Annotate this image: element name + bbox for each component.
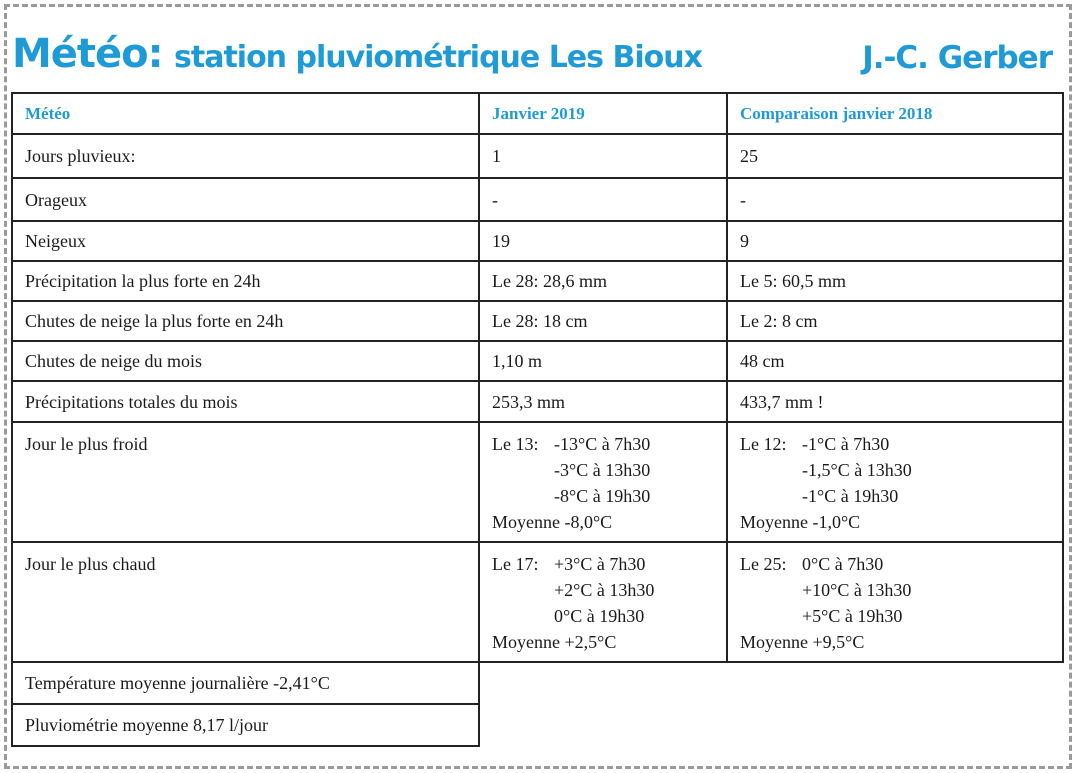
cell-jan2019: 1,10 m	[479, 341, 727, 381]
table-row-coldest	[12, 422, 1063, 542]
day-label: Le 13:	[492, 434, 539, 454]
weather-table	[11, 92, 1064, 747]
temp-line	[740, 457, 1050, 483]
temp-line	[492, 483, 714, 509]
table-header-row	[12, 93, 1063, 134]
temp-line	[740, 603, 1050, 629]
temp-value: -1°C à 19h30	[802, 486, 899, 506]
day-label: Le 17:	[492, 554, 539, 574]
column-header-jan2018: Comparaison janvier 2018	[727, 93, 1063, 134]
cell-jan2018: 9	[727, 221, 1063, 261]
column-header-jan2019: Janvier 2019	[479, 93, 727, 134]
average-line: Moyenne +9,5°C	[740, 632, 865, 652]
temp-value: -8°C à 19h30	[554, 486, 651, 506]
cell-jan2019: Le 28: 28,6 mm	[479, 261, 727, 301]
temp-value: 0°C à 7h30	[802, 554, 884, 574]
table-row	[12, 134, 1063, 178]
cell-jan2018: 25	[727, 134, 1063, 178]
temp-value: +10°C à 13h30	[802, 580, 912, 600]
average-line: Moyenne -1,0°C	[740, 512, 861, 532]
day-label: Le 25:	[740, 554, 787, 574]
cell-jan2018: Le 5: 60,5 mm	[727, 261, 1063, 301]
temp-line	[492, 603, 714, 629]
temp-value: -13°C à 7h30	[554, 434, 651, 454]
row-label: Jour le plus chaud	[12, 542, 479, 662]
cell-jan2019: Le 28: 18 cm	[479, 301, 727, 341]
temp-value: +2°C à 13h30	[554, 580, 655, 600]
temp-line	[492, 457, 714, 483]
day-label: Le 12:	[740, 434, 787, 454]
table-row	[12, 178, 1063, 221]
table-row-footer	[12, 704, 1063, 746]
table-row	[12, 301, 1063, 341]
temp-line	[740, 551, 1050, 577]
table-row-footer	[12, 662, 1063, 704]
author-name: J.-C. Gerber	[862, 40, 1052, 76]
temp-value: +3°C à 7h30	[554, 554, 646, 574]
table-row	[12, 221, 1063, 261]
row-label: Jour le plus froid	[12, 422, 479, 542]
average-rainfall: Pluviométrie moyenne 8,17 l/jour	[12, 704, 479, 746]
column-header-meteo: Météo	[12, 93, 479, 134]
table-row-warmest	[12, 542, 1063, 662]
cell-jan2018	[727, 422, 1063, 542]
temp-value: -1,5°C à 13h30	[802, 460, 912, 480]
row-label: Orageux	[12, 178, 479, 221]
temp-value: 0°C à 19h30	[554, 606, 645, 626]
cell-jan2018	[727, 542, 1063, 662]
cell-jan2019: 253,3 mm	[479, 381, 727, 422]
temp-line	[492, 431, 714, 457]
average-line: Moyenne -8,0°C	[492, 512, 613, 532]
cell-jan2019	[479, 422, 727, 542]
temp-line	[492, 551, 714, 577]
row-label: Chutes de neige du mois	[12, 341, 479, 381]
temp-line	[740, 431, 1050, 457]
cell-jan2018: Le 2: 8 cm	[727, 301, 1063, 341]
temp-value: -1°C à 7h30	[802, 434, 890, 454]
cell-jan2019: 1	[479, 134, 727, 178]
temp-value: -3°C à 13h30	[554, 460, 651, 480]
row-label: Chutes de neige la plus forte en 24h	[12, 301, 479, 341]
page-title: Météo:	[12, 31, 163, 77]
average-line: Moyenne +2,5°C	[492, 632, 617, 652]
average-temperature: Température moyenne journalière -2,41°C	[12, 662, 479, 704]
temp-line	[492, 577, 714, 603]
row-label: Neigeux	[12, 221, 479, 261]
temp-value: +5°C à 19h30	[802, 606, 903, 626]
cell-jan2019: 19	[479, 221, 727, 261]
row-label: Jours pluvieux:	[12, 134, 479, 178]
page-subtitle: station pluviométrique Les Bioux	[174, 40, 702, 75]
cell-jan2018: 433,7 mm !	[727, 381, 1063, 422]
cell-jan2019	[479, 542, 727, 662]
row-label: Précipitation la plus forte en 24h	[12, 261, 479, 301]
cell-jan2019: -	[479, 178, 727, 221]
cell-jan2018: -	[727, 178, 1063, 221]
temp-line	[740, 577, 1050, 603]
table-row	[12, 261, 1063, 301]
table-row	[12, 341, 1063, 381]
row-label: Précipitations totales du mois	[12, 381, 479, 422]
table-row	[12, 381, 1063, 422]
temp-line	[740, 483, 1050, 509]
cell-jan2018: 48 cm	[727, 341, 1063, 381]
